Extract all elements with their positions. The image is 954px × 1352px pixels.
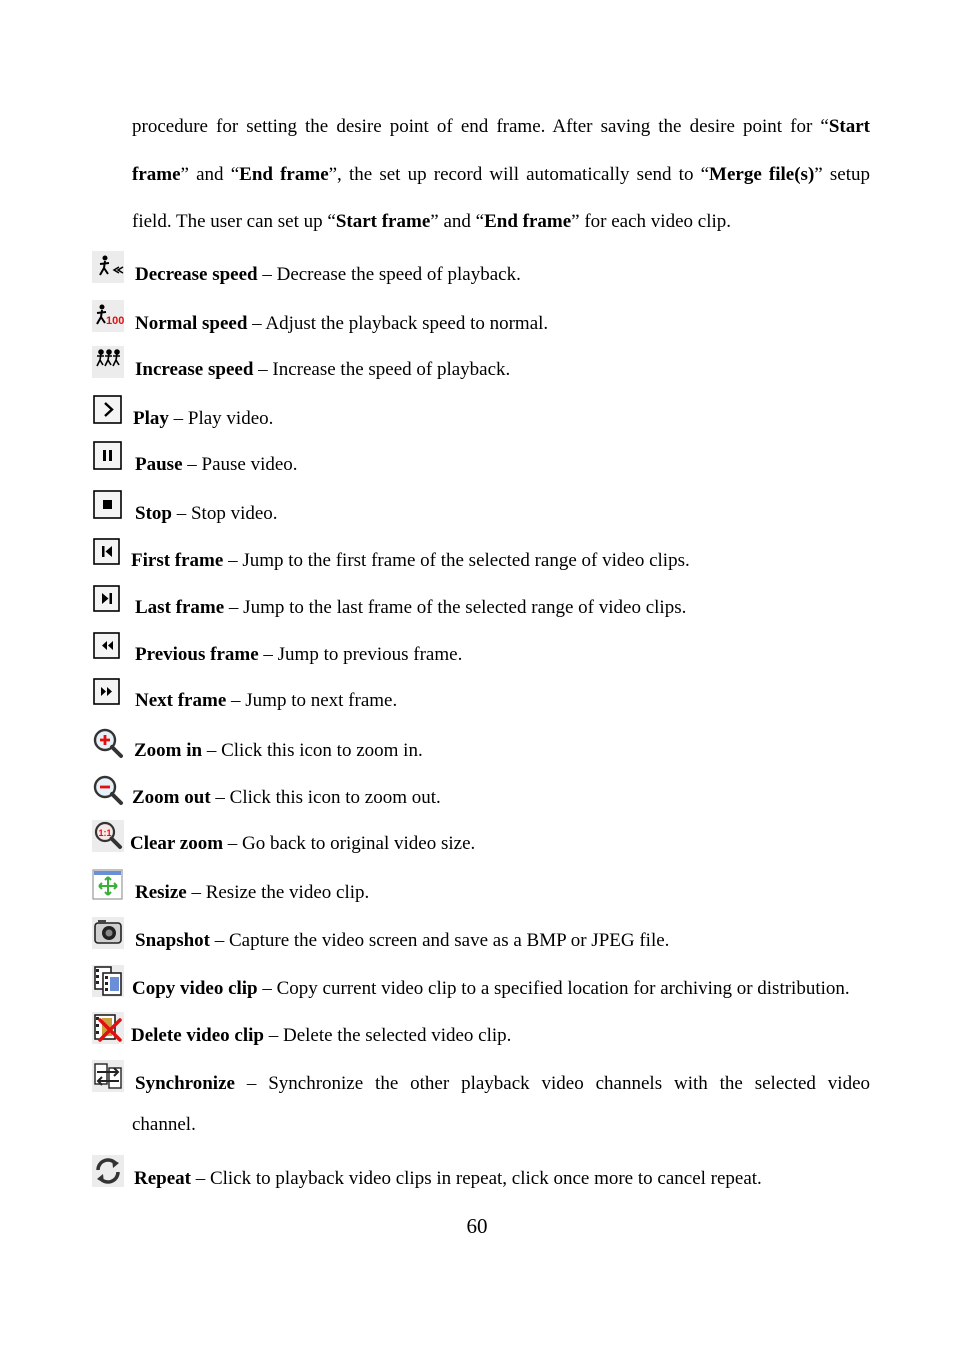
item-text: Pause – Pause video. bbox=[135, 454, 298, 475]
zoom-in-icon bbox=[92, 727, 124, 759]
item-text: Synchronize – Synchronize the other playback video channels with the selected video bbox=[135, 1073, 870, 1094]
item-text: Delete video clip – Delete the selected video clip. bbox=[131, 1025, 512, 1046]
resize-icon bbox=[92, 869, 124, 901]
item-text: Decrease speed – Decrease the speed of playback. bbox=[135, 264, 521, 285]
zoom-out-icon bbox=[92, 774, 124, 806]
next-frame-icon bbox=[92, 677, 124, 709]
intro-line-2: frame” and “End frame”, the set up record will automatically send to “Merge file(s)” setup bbox=[132, 163, 870, 185]
copy-video-clip-icon bbox=[92, 965, 124, 997]
intro-line-1: procedure for setting the desire point of end frame. After saving the desire point for “Start bbox=[132, 116, 870, 137]
item-text: Play – Play video. bbox=[133, 408, 274, 429]
intro-paragraph bbox=[132, 103, 870, 246]
svg-text:1:1: 1:1 bbox=[98, 828, 112, 838]
item-text: Last frame – Jump to the last frame of the selected range of video clips. bbox=[135, 597, 687, 618]
clear-zoom-icon bbox=[92, 820, 124, 852]
repeat-icon bbox=[92, 1155, 124, 1187]
svg-text:100: 100 bbox=[106, 315, 124, 327]
item-text: Increase speed – Increase the speed of playback. bbox=[135, 359, 511, 380]
page-number: 60 bbox=[466, 1214, 488, 1238]
item-text: First frame – Jump to the first frame of the selected range of video clips. bbox=[131, 550, 690, 571]
item-text: Copy video clip – Copy current video clip to a specified location for archiving or distribution. bbox=[132, 978, 850, 999]
item-text: Previous frame – Jump to previous frame. bbox=[135, 644, 463, 665]
play-icon bbox=[92, 395, 124, 427]
pause-icon bbox=[92, 441, 124, 473]
item-text-continuation: channel. bbox=[132, 1114, 196, 1135]
item-text: Zoom out – Click this icon to zoom out. bbox=[132, 787, 441, 808]
item-text: Normal speed – Adjust the playback speed to normal. bbox=[135, 313, 549, 334]
item-text: Resize – Resize the video clip. bbox=[135, 882, 370, 903]
first-frame-icon bbox=[92, 537, 124, 569]
item-text: Next frame – Jump to next frame. bbox=[135, 690, 398, 711]
item-text: Snapshot – Capture the video screen and save as a BMP or JPEG file. bbox=[135, 930, 670, 951]
item-text: Clear zoom – Go back to original video size. bbox=[130, 833, 476, 854]
normal-speed-icon bbox=[92, 300, 124, 332]
previous-frame-icon bbox=[92, 631, 124, 663]
decrease-speed-icon bbox=[92, 251, 124, 283]
stop-icon bbox=[92, 490, 124, 522]
last-frame-icon bbox=[92, 584, 124, 616]
increase-speed-icon bbox=[92, 346, 124, 378]
item-text: Repeat – Click to playback video clips in repeat, click once more to cancel repeat. bbox=[134, 1168, 762, 1189]
snapshot-icon bbox=[92, 917, 124, 949]
item-text: Stop – Stop video. bbox=[135, 503, 278, 524]
synchronize-icon bbox=[92, 1060, 124, 1092]
item-text: Zoom in – Click this icon to zoom in. bbox=[134, 740, 423, 761]
intro-line-3: field. The user can set up “Start frame” and “End frame” for each video clip. bbox=[132, 211, 731, 232]
delete-video-clip-icon bbox=[92, 1012, 124, 1044]
